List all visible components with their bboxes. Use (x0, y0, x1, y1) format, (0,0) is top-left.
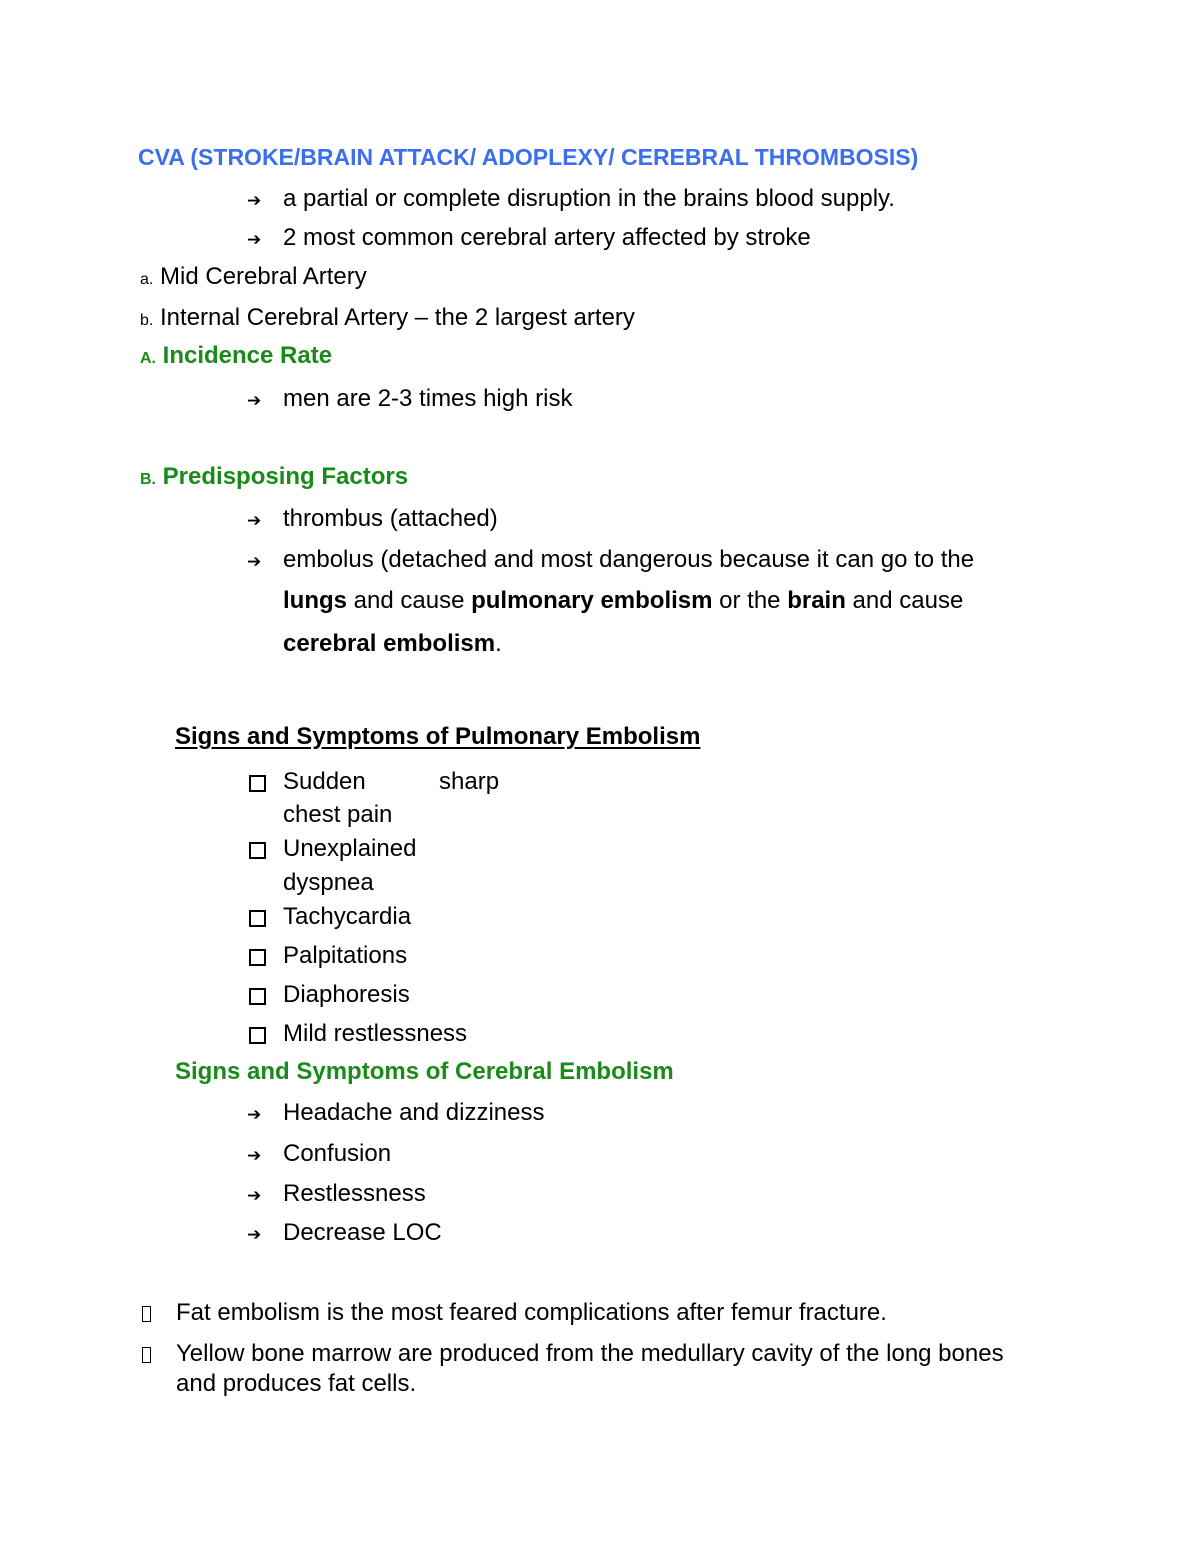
pulmonary-item: Sudden (283, 768, 366, 795)
emphasis-text: pulmonary embolism (471, 587, 713, 614)
arrow-right-icon: ➔ (247, 191, 262, 210)
missing-glyph-icon (142, 1347, 151, 1363)
pulmonary-item: Diaphoresis (283, 981, 410, 1008)
predisposing-bullet: embolus (detached and most dangerous because it can go to the (283, 546, 975, 573)
section-heading-text: Predisposing Factors (162, 463, 409, 490)
emphasis-text: cerebral embolism (283, 630, 496, 657)
incidence-bullet: men are 2-3 times high risk (283, 385, 573, 412)
missing-glyph-icon (142, 1306, 151, 1322)
checkbox-icon (249, 910, 266, 927)
section-marker: B. (140, 471, 156, 488)
cerebral-bullet: Decrease LOC (283, 1219, 442, 1246)
arrow-right-icon: ➔ (247, 391, 262, 410)
artery-item (140, 262, 367, 295)
artery-label: Internal Cerebral Artery – the 2 largest artery (160, 304, 635, 331)
pulmonary-item-word: sharp (439, 768, 500, 795)
checkbox-icon (249, 988, 266, 1005)
predisposing-bullet: thrombus (attached) (283, 505, 498, 532)
document-title: CVA (STROKE/BRAIN ATTACK/ ADOPLEXY/ CEREBRAL THROMBOSIS) (138, 144, 919, 170)
arrow-right-icon: ➔ (247, 230, 262, 249)
section-heading-text: Incidence Rate (162, 342, 333, 369)
body-text: or the (712, 587, 788, 614)
list-marker: b. (140, 312, 154, 329)
section-heading-incidence (140, 341, 332, 374)
cerebral-bullet: Confusion (283, 1140, 392, 1167)
artery-item (140, 303, 635, 336)
emphasis-text: brain (787, 587, 846, 614)
pulmonary-item: Palpitations (283, 942, 408, 969)
arrow-right-icon: ➔ (247, 511, 262, 530)
predisposing-bullet-continuation (283, 586, 963, 616)
arrow-right-icon: ➔ (247, 1225, 262, 1244)
cerebral-bullet: Headache and dizziness (283, 1099, 545, 1126)
pulmonary-heading: Signs and Symptoms of Pulmonary Embolism (175, 723, 701, 750)
note-text: Fat embolism is the most feared complications after femur fracture. (176, 1299, 887, 1326)
arrow-right-icon: ➔ (247, 1146, 262, 1165)
note-text-continuation: and produces fat cells. (176, 1370, 417, 1397)
body-text: and cause (347, 587, 472, 614)
cerebral-heading: Signs and Symptoms of Cerebral Embolism (175, 1058, 674, 1085)
checkbox-icon (249, 949, 266, 966)
checkbox-icon (249, 1027, 266, 1044)
arrow-right-icon: ➔ (247, 1186, 262, 1205)
predisposing-bullet-continuation (283, 629, 502, 659)
pulmonary-item: Unexplained (283, 835, 417, 862)
body-text: and cause (845, 587, 964, 614)
intro-bullet: 2 most common cerebral artery affected by stroke (283, 224, 811, 251)
list-marker: a. (140, 271, 154, 288)
intro-bullet: a partial or complete disruption in the brains blood supply. (283, 185, 895, 212)
section-heading-predisposing (140, 462, 408, 495)
pulmonary-item: Tachycardia (283, 903, 412, 930)
pulmonary-item-continuation: chest pain (283, 801, 393, 828)
note-text: Yellow bone marrow are produced from the medullary cavity of the long bones (176, 1340, 1004, 1367)
section-marker: A. (140, 350, 156, 367)
cerebral-bullet: Restlessness (283, 1180, 426, 1207)
pulmonary-item-continuation: dyspnea (283, 869, 374, 896)
checkbox-icon (249, 842, 266, 859)
arrow-right-icon: ➔ (247, 552, 262, 571)
pulmonary-item: Mild restlessness (283, 1020, 468, 1047)
body-text: . (495, 630, 502, 657)
arrow-right-icon: ➔ (247, 1105, 262, 1124)
emphasis-text: lungs (283, 587, 347, 614)
artery-label: Mid Cerebral Artery (160, 263, 367, 290)
checkbox-icon (249, 775, 266, 792)
